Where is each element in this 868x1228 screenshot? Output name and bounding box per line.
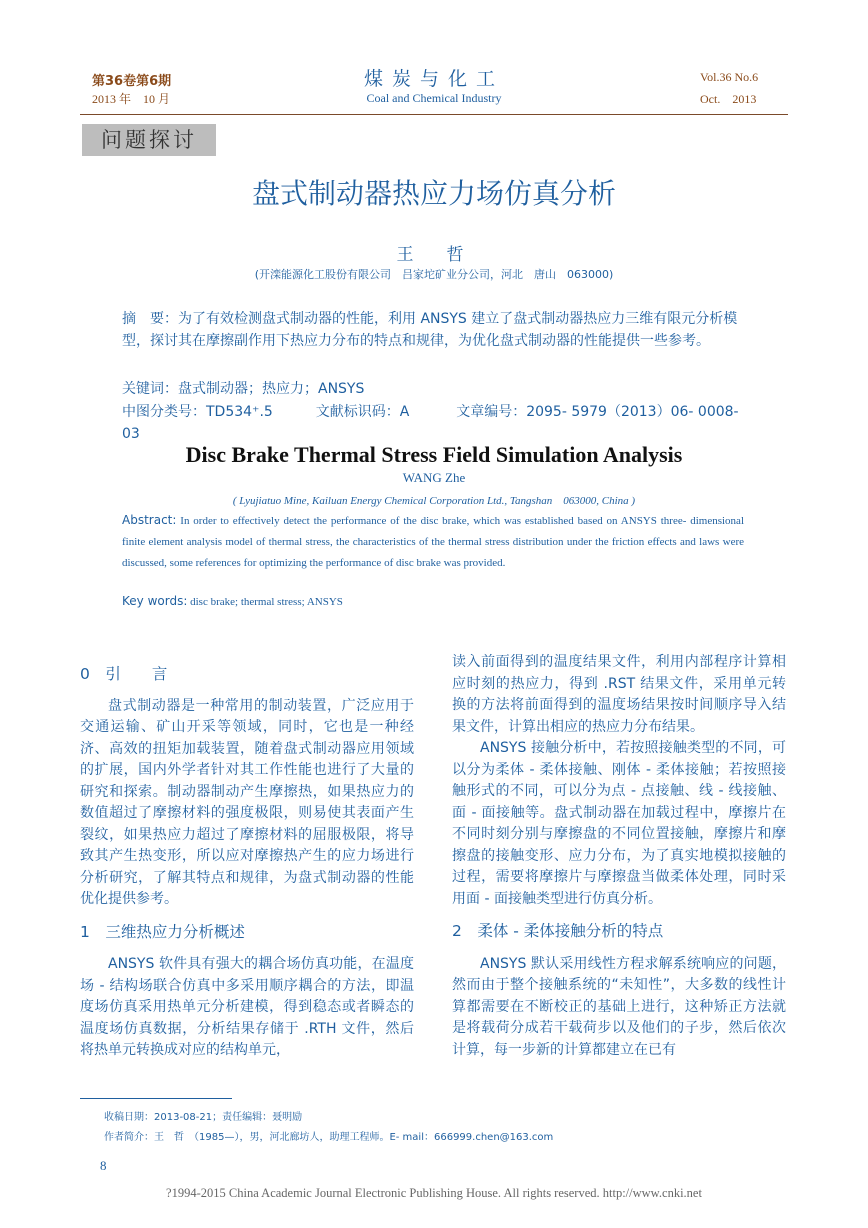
clc-number: 中图分类号：TD534⁺.5 [122, 404, 273, 420]
author-en: WANG Zhe [402, 470, 466, 485]
abstract-zh-label: 摘 要： [122, 311, 178, 327]
journal-volume-en: Vol.36 No.6 [700, 70, 759, 84]
journal-date-en: Oct. 2013 [700, 92, 757, 106]
paragraph-intro: 盘式制动器是一种常用的制动装置，广泛应用于交通运输、矿山开采等领域，同时，它也是一种经济、高效的扭矩加载装置，随着盘式制动器应用领域的扩展，国内外学者针对其工作性能也进行了大量的研究和探索。制动器制动产生摩擦热，如果热应力的数值超过了摩擦材料的强度极限，则易使其表面产生裂纹，如果热应力超过了摩擦材料的屈服极限，将导致其产生热变形，所以应对摩擦热产生的应力场进行分析研究，了解其特点和规律，为盘式制动器的性能优化提供参考。 [80, 697, 414, 907]
affiliation-en: ( Lyujiatuo Mine, Kailuan Energy Chemical Corporation Ltd., Tangshan 063000, China ) [232, 495, 636, 507]
section-heading-2: 2 柔体 - 柔体接触分析的特点 [452, 922, 664, 940]
keywords-en-text: disc brake; thermal stress; ANSYS [187, 596, 343, 608]
body-right-column [452, 652, 786, 1061]
header-divider [80, 114, 788, 115]
footnote-author-bio: 作者简介：王 哲 （1985—），男，河北廊坊人，助理工程师。E- mail：666999.chen@163.com [104, 1132, 554, 1143]
paper-title-en: Disc Brake Thermal Stress Field Simulation Analysis [185, 442, 683, 467]
paragraph-sec2: ANSYS 默认采用线性方程求解系统响应的问题，然而由于整个接触系统的“未知性”，大多数的线性计算都需要在不断校正的基础上进行，这种矫正方法就是将载荷分成若干载荷步以及他们的子步，然后依次计算，每一步新的计算都建立在已有 [452, 955, 786, 1058]
section-tag: 问题探讨 [82, 124, 216, 156]
keywords-en [122, 594, 744, 608]
journal-name-zh: 煤炭与化工 [363, 68, 504, 90]
journal-date-zh: 2013 年 10 月 [92, 92, 171, 106]
author-zh: 王 哲 [396, 245, 472, 265]
keywords-en-label: Key words: [122, 594, 188, 608]
section-heading-1: 1 三维热应力分析概述 [80, 922, 245, 941]
paragraph-sec1: ANSYS 软件具有强大的耦合场仿真功能，在温度场 - 结构场联合仿真中多采用顺序耦合的方法，即温度场仿真采用热单元分析建模，得到稳态或者瞬态的温度场仿真数据，分析结果存储于 .RTH 文件，然后将热单元转换成对应的结构单元， [80, 956, 414, 1058]
keywords-zh-text: 盘式制动器；热应力；ANSYS [178, 381, 365, 397]
body-left-column [80, 664, 414, 1062]
section-heading-0: 0 引 言 [80, 665, 168, 683]
journal-name-en: Coal and Chemical Industry [366, 91, 502, 105]
page-number: 8 [100, 1158, 107, 1173]
paragraph-contact-types: ANSYS 接触分析中，若按照接触类型的不同，可以分为柔体 - 柔体接触、刚体 - 柔体接触；若按照接触形式的不同，可以分为点 - 点接触、线 - 线接触、面 - 面接触等。盘式制动器在加载过程中，摩擦片在不同时刻分别与摩擦盘的不同位置接触，摩擦片和摩擦盘的接触变形、应力分布，为了真实地模拟接触的过程，需要将摩擦片与摩擦盘当做柔体处理，同时采用面 - 面接触类型进行仿真分析。 [452, 740, 786, 907]
abstract-en [122, 510, 744, 574]
affiliation-zh: (开滦能源化工股份有限公司 吕家坨矿业分公司，河北 唐山 063000) [254, 268, 614, 281]
footnote-divider [80, 1098, 232, 1099]
paper-title-zh: 盘式制动器热应力场仿真分析 [251, 177, 616, 210]
abstract-zh [122, 308, 746, 352]
journal-volume-zh: 第36卷第6期 [92, 74, 172, 89]
abstract-en-text: In order to effectively detect the performance of the disc brake, which was established based on ANSYS three- dimensional finite element analysis model of thermal stress, the characteristics of the thermal stress distribution under the friction effects and laws were discussed, some references for optimizing the performance of disc brake was provided. [122, 515, 744, 569]
article-number: 文章编号：2095- 5979（2013）06- 0008- 03 [122, 404, 739, 442]
keywords-zh-label: 关键词： [122, 381, 178, 397]
abstract-zh-text: 为了有效检测盘式制动器的性能，利用 ANSYS 建立了盘式制动器热应力三维有限元分析模型，探讨其在摩擦副作用下热应力分布的特点和规律，为优化盘式制动器的性能提供一些参考。 [122, 311, 738, 349]
footnote-received: 收稿日期：2013-08-21；责任编辑：聂明励 [104, 1112, 303, 1123]
copyright-line: ?1994-2015 China Academic Journal Electronic Publishing House. All rights reserved. http://www.cnki.net [166, 1186, 702, 1200]
keywords-zh [122, 378, 746, 400]
paragraph-continued: 读入前面得到的温度结果文件，利用内部程序计算相应时刻的热应力，得到 .RST 结果文件，采用单元转换的方法将前面得到的温度场结果按时间顺序导入结果文件，计算出相应的热应力分布结果。 [452, 654, 786, 735]
document-code: 文献标识码：A [315, 404, 410, 420]
abstract-en-label: Abstract: [122, 513, 177, 527]
classification-row [122, 401, 746, 445]
